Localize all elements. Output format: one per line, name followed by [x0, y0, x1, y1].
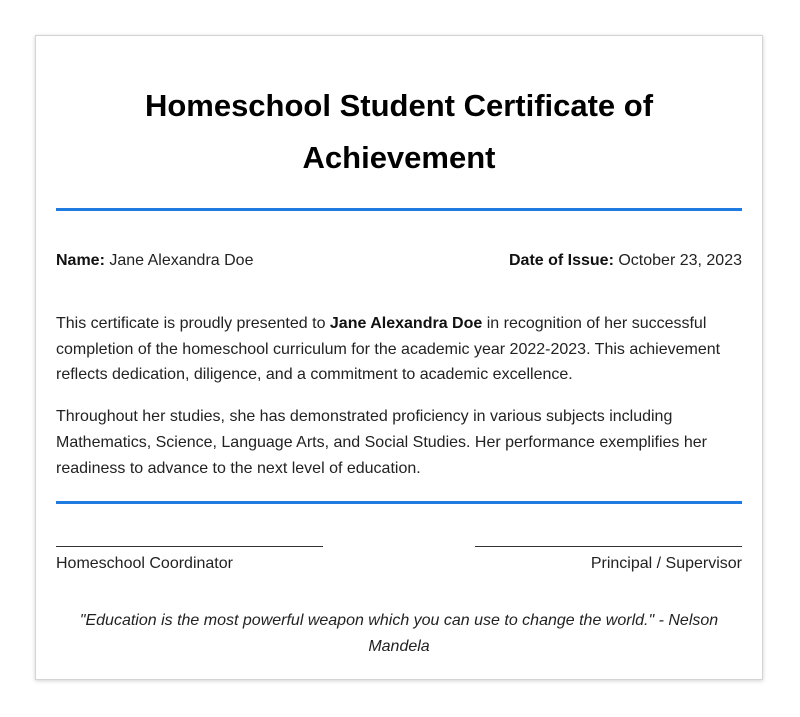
- bottom-divider: [56, 501, 742, 504]
- date-value: October 23, 2023: [618, 252, 742, 269]
- coordinator-signature-label: Homeschool Coordinator: [56, 555, 233, 573]
- presentation-text-start: This certificate is proudly presented to: [56, 315, 330, 332]
- coordinator-signature: [56, 526, 323, 574]
- meta-row: [56, 251, 742, 271]
- date-label: Date of Issue:: [508, 252, 614, 269]
- date-field: [509, 251, 742, 271]
- principal-signature-line: [475, 526, 742, 547]
- presentation-text-end: in recognition of her successful completion of the homeschool curriculum for the academic year 2022-2023. This achievement reflects dedication, diligence, and a commitment to academic excellence.: [56, 315, 721, 384]
- student-name-highlight: Jane Alexandra Doe: [329, 315, 483, 332]
- presentation-paragraph: [56, 311, 742, 388]
- certificate: [35, 35, 763, 680]
- top-divider: [56, 208, 742, 211]
- coordinator-signature-line: [56, 526, 323, 547]
- name-field: [56, 251, 253, 271]
- certificate-title: Homeschool Student Certificate of Achievement: [144, 88, 654, 175]
- principal-signature-label: Principal / Supervisor: [590, 555, 742, 573]
- proficiency-paragraph: Throughout her studies, she has demonstrated proficiency in various subjects including Mathematics, Science, Language Arts, and Social Studies. Her performance exemplifies her readiness to advance to the next level of education.: [56, 408, 707, 477]
- mandela-quote: "Education is the most powerful weapon which you can use to change the world." - Nelson Mandela: [79, 612, 719, 656]
- name-label: Name:: [56, 252, 105, 269]
- name-value: Jane Alexandra Doe: [109, 252, 254, 269]
- certificate-body: [56, 311, 742, 481]
- principal-signature: [475, 526, 742, 574]
- signature-section: [56, 526, 742, 574]
